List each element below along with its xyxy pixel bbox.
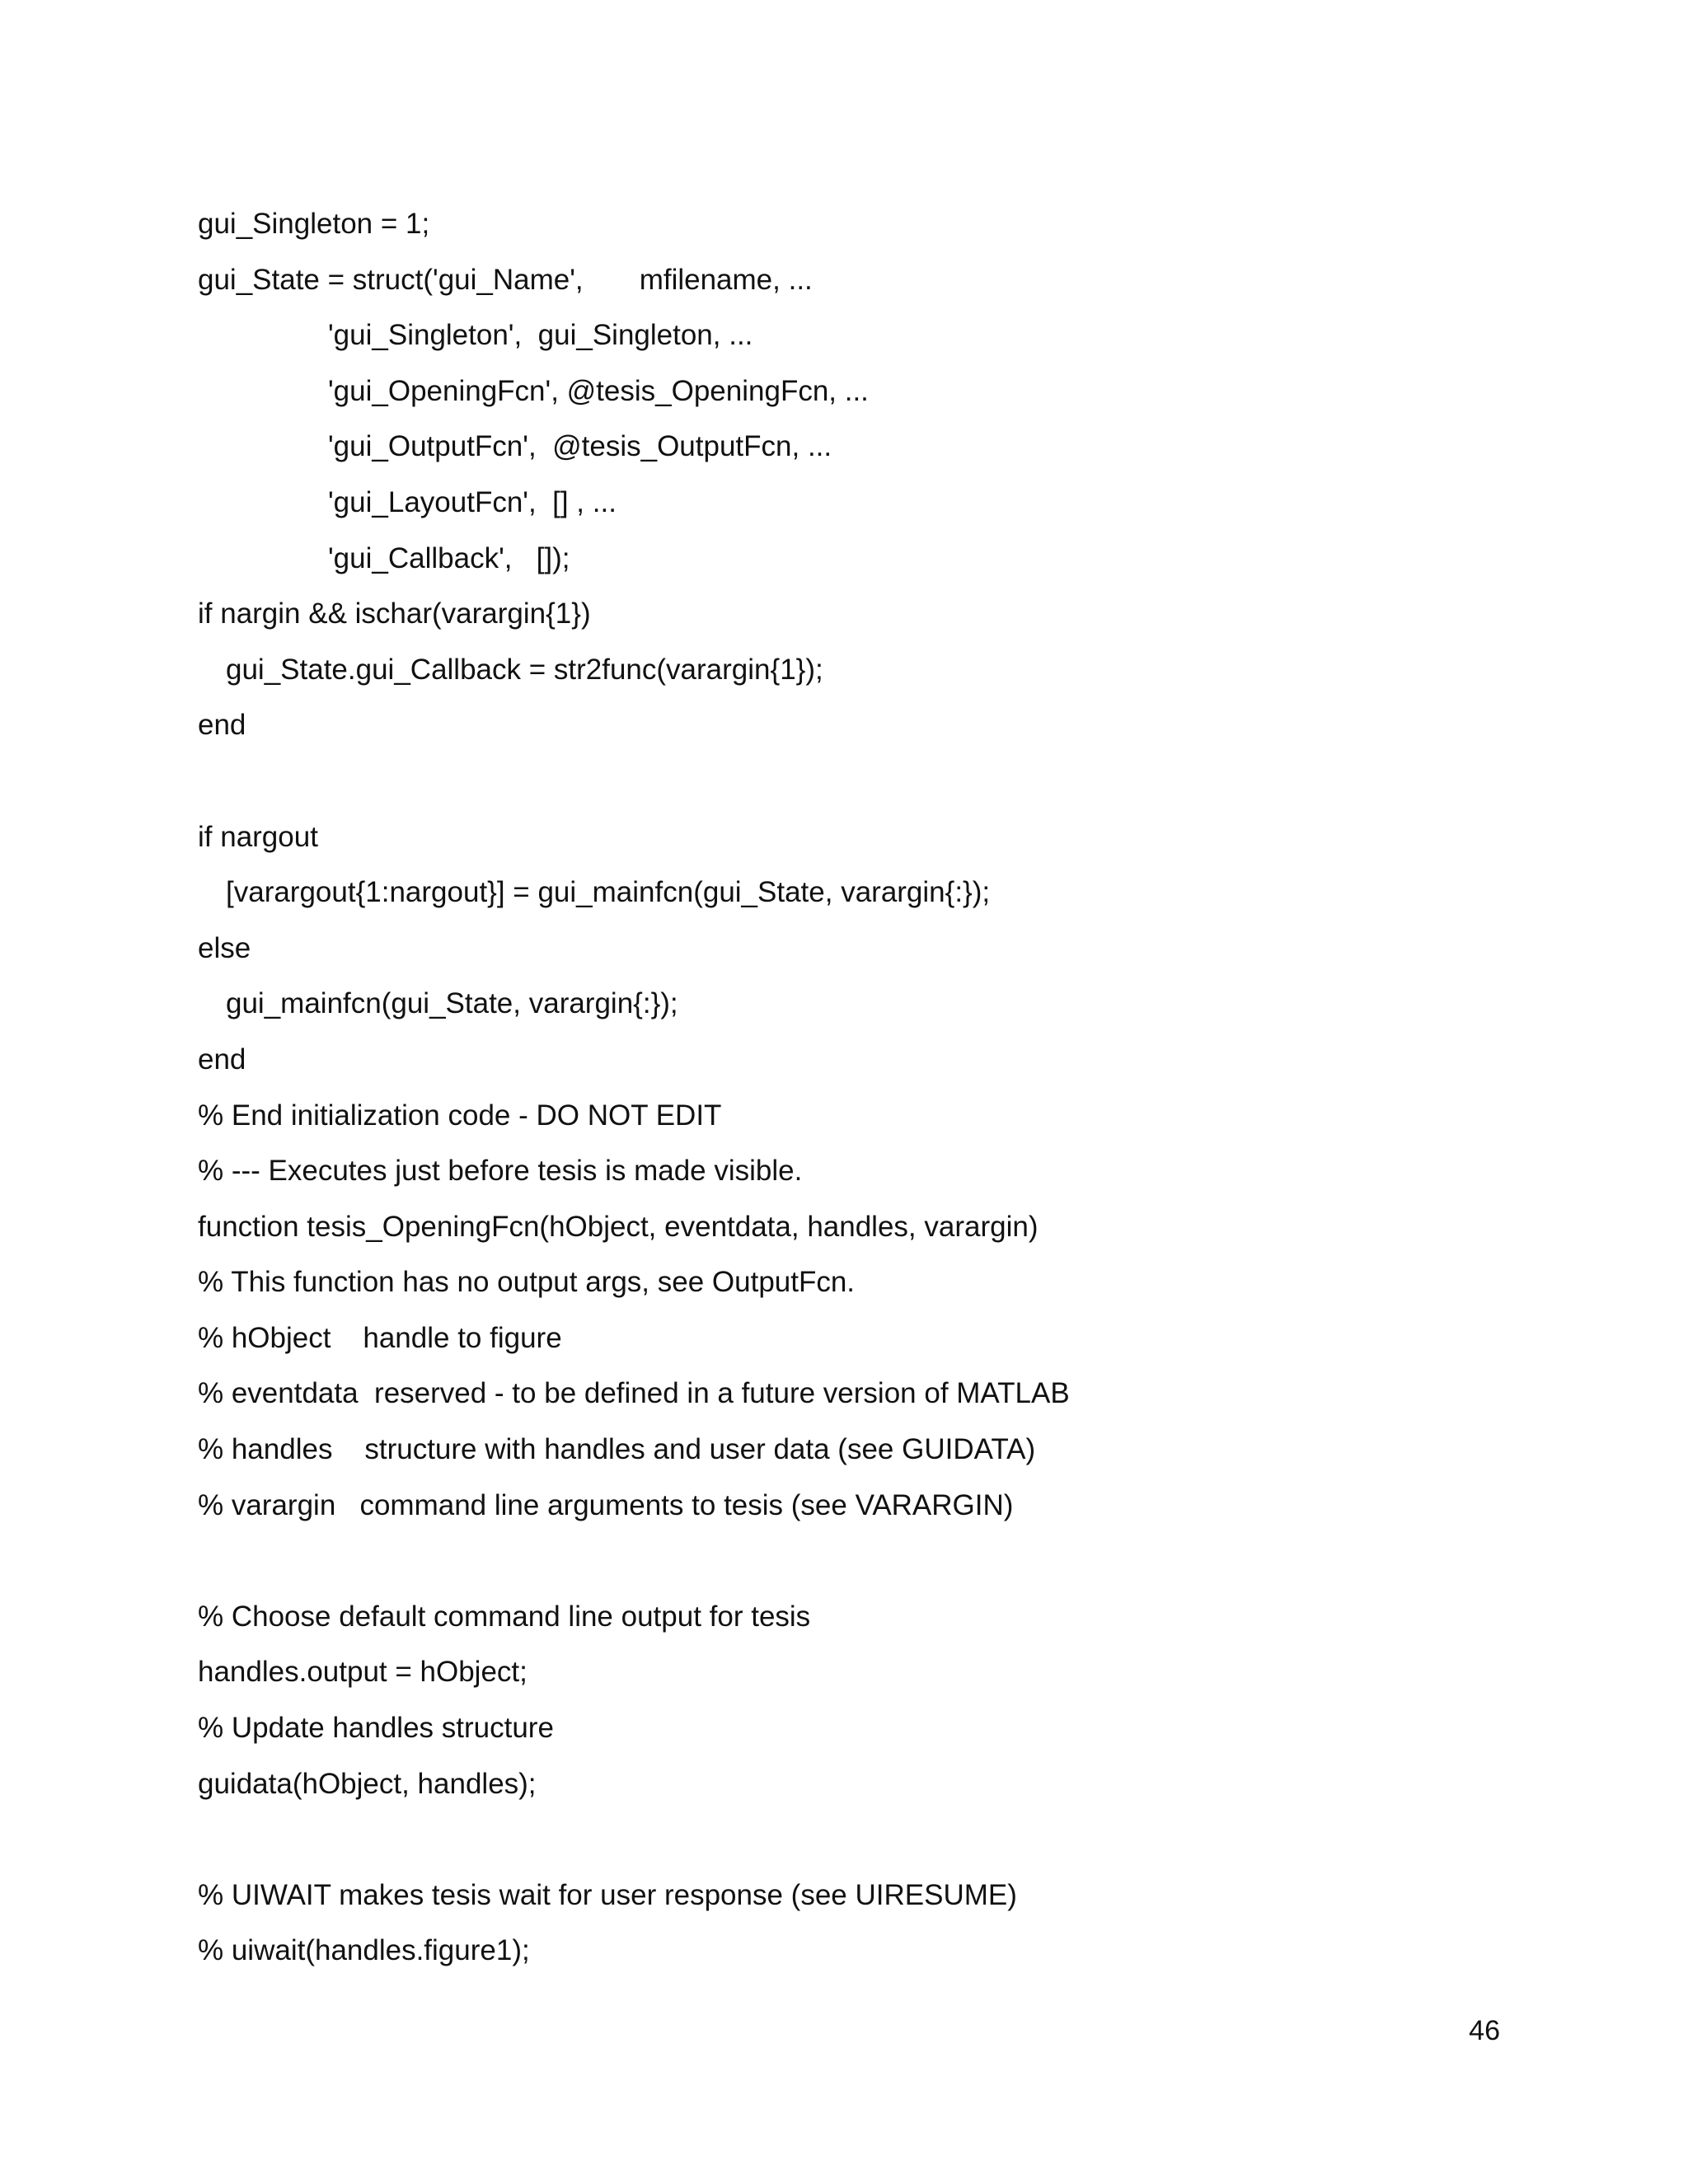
code-line: else: [198, 931, 251, 964]
blank-line: [198, 1811, 1533, 1868]
comment-line: % UIWAIT makes tesis wait for user response (see UIRESUME): [198, 1878, 1017, 1911]
code-line: handles.output = hObject;: [198, 1656, 528, 1689]
comment-line: % This function has no output args, see OutputFcn.: [198, 1266, 856, 1299]
code-line: 'gui_Callback', []);: [328, 541, 570, 574]
code-line: end: [198, 1043, 246, 1076]
comment-line: % hObject handle to figure: [198, 1321, 562, 1354]
code-line: if nargin && ischar(varargin{1}): [198, 598, 591, 630]
comment-line: % Update handles structure: [198, 1712, 554, 1745]
code-line: end: [198, 709, 246, 742]
blank-line: [198, 1533, 1533, 1589]
comment-line: % eventdata reserved - to be defined in a future version of MATLAB: [198, 1377, 1070, 1410]
code-line: 'gui_Singleton', gui_Singleton, ...: [328, 319, 753, 352]
code-line: gui_State = struct('gui_Name', mfilename, ...: [198, 263, 813, 296]
code-line: guidata(hObject, handles);: [198, 1767, 537, 1800]
code-line: gui_Singleton = 1;: [198, 208, 430, 240]
comment-line: % End initialization code - DO NOT EDIT: [198, 1099, 722, 1132]
code-line: [varargout{1:nargout}] = gui_mainfcn(gui_State, varargin{:});: [226, 876, 991, 909]
code-line: 'gui_LayoutFcn', [] , ...: [328, 485, 617, 518]
code-line: gui_mainfcn(gui_State, varargin{:});: [226, 987, 678, 1020]
comment-line: % handles structure with handles and user data (see GUIDATA): [198, 1433, 1036, 1466]
code-line: gui_State.gui_Callback = str2func(varargin{1});: [226, 653, 823, 686]
comment-line: % --- Executes just before tesis is made visible.: [198, 1155, 803, 1188]
code-listing: [198, 196, 1533, 1979]
comment-line: % varargin command line arguments to tesis (see VARARGIN): [198, 1488, 1014, 1521]
page-number: 46: [1469, 2015, 1500, 2046]
comment-line: % uiwait(handles.figure1);: [198, 1934, 530, 1967]
function-signature: function tesis_OpeningFcn(hObject, eventdata, handles, varargin): [198, 1210, 1039, 1243]
code-line: if nargout: [198, 820, 318, 853]
code-line: 'gui_OutputFcn', @tesis_OutputFcn, ...: [328, 430, 832, 463]
blank-line: [198, 753, 1533, 809]
code-line: 'gui_OpeningFcn', @tesis_OpeningFcn, ...: [328, 374, 869, 407]
comment-line: % Choose default command line output for tesis: [198, 1600, 811, 1633]
